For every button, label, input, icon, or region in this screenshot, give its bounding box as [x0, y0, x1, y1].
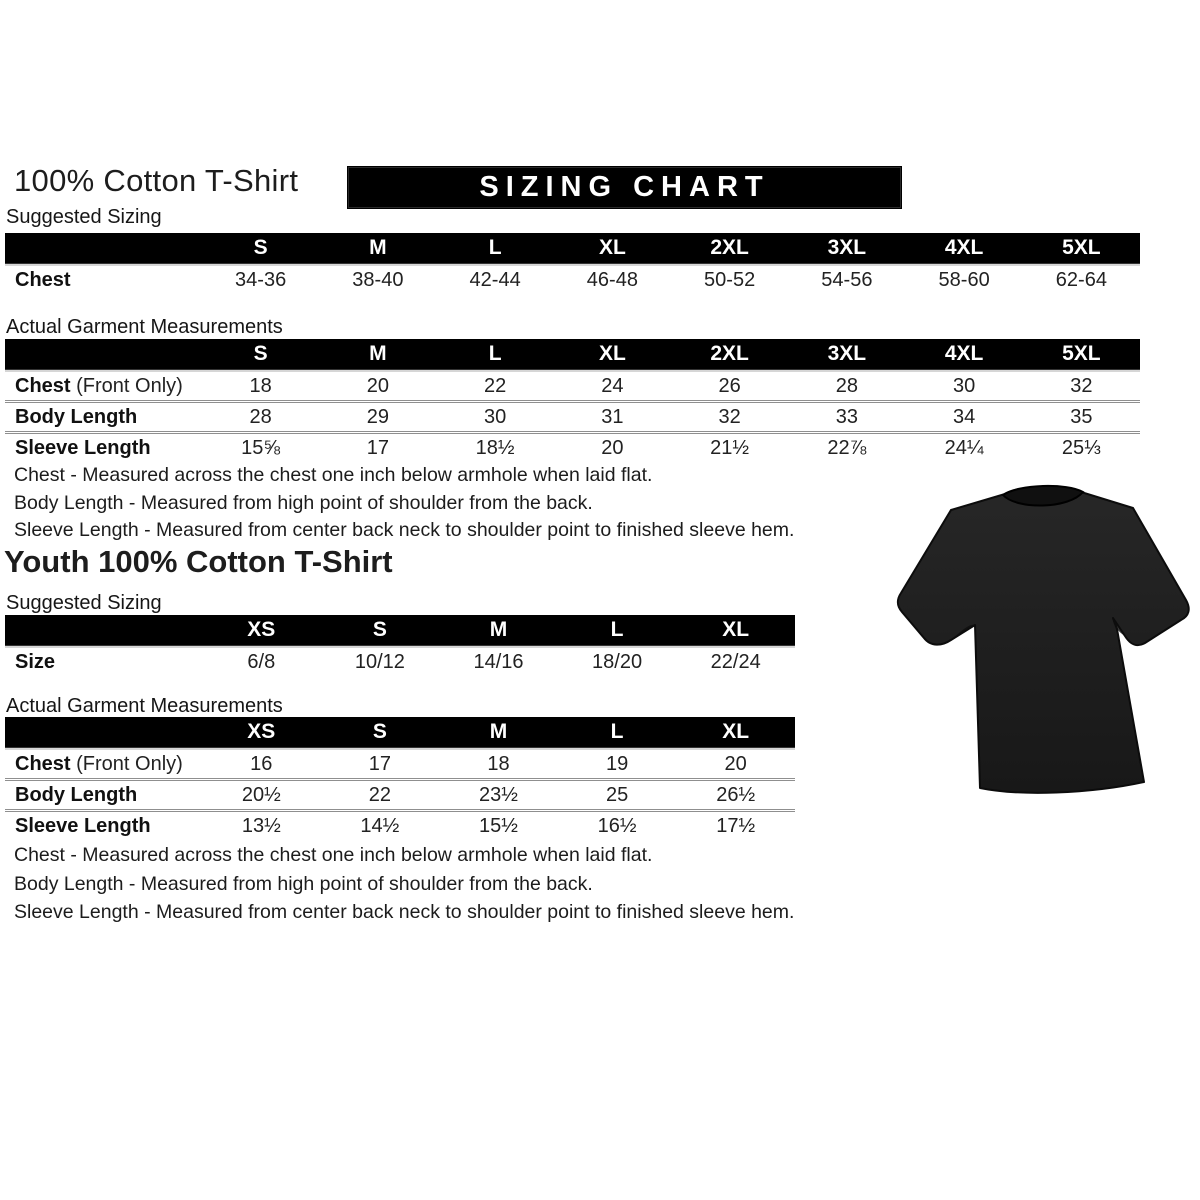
- measurement-note-line: Body Length - Measured from high point of shoulder from the back.: [14, 872, 593, 895]
- measurement-value: 26: [718, 374, 741, 397]
- size-column-header: S: [372, 618, 387, 641]
- measurement-value: 26½: [716, 783, 756, 806]
- table-header-row: [5, 615, 795, 646]
- youth-actual-measurements-table: [5, 717, 795, 840]
- size-column-header: S: [253, 236, 268, 259]
- measurement-note-line: Sleeve Length - Measured from center back neck to shoulder point to finished sleeve hem.: [14, 519, 795, 541]
- youth-suggested-sizing-table: [5, 615, 795, 676]
- measurement-value: 30: [953, 374, 976, 397]
- measurement-value: 22: [368, 783, 392, 806]
- size-column-header: M: [489, 720, 508, 743]
- table-header-row: [5, 339, 1140, 370]
- measurement-value: 20: [724, 752, 747, 775]
- row-label: Size: [15, 650, 56, 673]
- measurement-value: 54-56: [821, 268, 873, 291]
- adult-actual-measurements-label: Actual Garment Measurements: [6, 316, 283, 338]
- size-column-header: 3XL: [827, 236, 867, 259]
- measurement-value: 17½: [716, 814, 756, 837]
- size-column-header: L: [610, 720, 624, 743]
- youth-section-title: Youth 100% Cotton T-Shirt: [4, 544, 393, 579]
- sizing-chart-banner: [347, 166, 902, 209]
- page-title: 100% Cotton T-Shirt: [14, 163, 299, 198]
- measurement-value: 46-48: [586, 268, 638, 291]
- measurement-value: 17: [366, 436, 389, 459]
- size-column-header: 4XL: [944, 342, 984, 365]
- table-row: [5, 778, 795, 809]
- table-row: [5, 646, 795, 676]
- table-row: [5, 400, 1140, 431]
- measurement-value: 10/12: [354, 650, 405, 673]
- measurement-value: 22: [484, 374, 507, 397]
- measurement-value: 20½: [241, 783, 281, 806]
- measurement-value: 22⅞: [827, 436, 867, 459]
- size-column-header: XL: [722, 618, 750, 641]
- row-label: Chest (Front Only): [15, 374, 183, 397]
- measurement-value: 58-60: [938, 268, 990, 291]
- measurement-value: 13½: [241, 814, 281, 837]
- youth-suggested-sizing-label: Suggested Sizing: [6, 592, 162, 614]
- measurement-value: 25: [605, 783, 629, 806]
- adult-suggested-sizing-label: Suggested Sizing: [6, 206, 162, 228]
- tshirt-product-image: [893, 479, 1193, 809]
- measurement-value: 21½: [710, 436, 750, 459]
- table-header-row: [5, 717, 795, 748]
- measurement-note-line: Chest - Measured across the chest one inch below armhole when laid flat.: [14, 464, 653, 486]
- measurement-value: 22/24: [710, 650, 761, 673]
- size-column-header: M: [369, 342, 387, 365]
- measurement-value: 24¼: [944, 436, 984, 459]
- measurement-value: 28: [835, 374, 858, 397]
- size-column-header: 2XL: [710, 342, 749, 365]
- row-label: Body Length: [15, 405, 138, 428]
- youth-actual-measurements-label: Actual Garment Measurements: [6, 695, 283, 717]
- measurement-value: 42-44: [469, 268, 521, 291]
- measurement-value: 15½: [479, 814, 518, 837]
- row-label: Body Length: [15, 783, 138, 806]
- measurement-value: 18/20: [592, 650, 643, 673]
- measurement-value: 32: [718, 405, 741, 428]
- size-column-header: XS: [247, 618, 276, 641]
- row-label: Chest: [15, 268, 71, 291]
- black-tshirt-icon: [893, 479, 1193, 809]
- size-column-header: L: [610, 618, 624, 641]
- measurement-value: 35: [1070, 405, 1093, 428]
- measurement-value: 19: [605, 752, 629, 775]
- measurement-value: 6/8: [247, 650, 276, 673]
- size-column-header: XL: [598, 236, 626, 259]
- measurement-value: 24: [601, 374, 624, 397]
- size-column-header: XL: [722, 720, 750, 743]
- size-column-header: 5XL: [1062, 342, 1101, 365]
- adult-suggested-sizing-table: [5, 233, 1140, 294]
- measurement-value: 38-40: [352, 268, 404, 291]
- size-column-header: L: [488, 236, 502, 259]
- size-column-header: S: [253, 342, 268, 365]
- measurement-value: 34-36: [235, 268, 287, 291]
- table-row: [5, 748, 795, 778]
- tshirt-body: [898, 487, 1189, 793]
- table-row: [5, 370, 1140, 400]
- size-column-header: 5XL: [1062, 236, 1101, 259]
- measurement-value: 62-64: [1055, 268, 1107, 291]
- measurement-note-line: Chest - Measured across the chest one inch below armhole when laid flat.: [14, 844, 653, 866]
- measurement-value: 20: [601, 436, 624, 459]
- size-column-header: 2XL: [710, 236, 749, 259]
- measurement-note-line: Sleeve Length - Measured from center back neck to shoulder point to finished sleeve hem.: [14, 901, 795, 923]
- measurement-value: 16: [250, 752, 273, 775]
- measurement-value: 30: [484, 405, 507, 428]
- measurement-value: 23½: [479, 783, 518, 806]
- measurement-value: 14/16: [473, 650, 524, 673]
- measurement-value: 34: [953, 405, 976, 428]
- measurement-value: 29: [366, 405, 389, 428]
- size-column-header: S: [372, 720, 387, 743]
- measurement-value: 18: [487, 752, 510, 775]
- measurement-value: 32: [1070, 374, 1093, 397]
- adult-measurement-notes: [14, 462, 794, 545]
- adult-actual-measurements-table: [5, 339, 1140, 462]
- measurement-note-line: Body Length - Measured from high point of shoulder from the back.: [14, 491, 593, 514]
- measurement-value: 14½: [360, 814, 400, 837]
- youth-measurement-notes: [14, 841, 794, 927]
- size-column-header: M: [369, 236, 387, 259]
- size-column-header: XL: [598, 342, 626, 365]
- row-label: Sleeve Length: [15, 436, 151, 459]
- size-column-header: XS: [247, 720, 276, 743]
- measurement-value: 16½: [597, 814, 637, 837]
- measurement-value: 20: [366, 374, 389, 397]
- sizing-chart-banner-text: SIZING CHART: [479, 171, 770, 203]
- measurement-value: 50-52: [704, 268, 756, 291]
- measurement-value: 28: [249, 405, 272, 428]
- measurement-value: 15⅝: [241, 436, 281, 459]
- table-header-row: [5, 233, 1140, 264]
- table-row: [5, 264, 1140, 294]
- measurement-value: 18½: [475, 436, 515, 459]
- size-column-header: M: [489, 618, 508, 641]
- size-column-header: L: [488, 342, 502, 365]
- table-row: [5, 431, 1140, 462]
- table-row: [5, 809, 795, 840]
- measurement-value: 25⅓: [1061, 436, 1101, 459]
- measurement-value: 17: [368, 752, 392, 775]
- row-label: Sleeve Length: [15, 814, 151, 837]
- size-column-header: 3XL: [827, 342, 867, 365]
- measurement-value: 33: [835, 405, 858, 428]
- row-label: Chest (Front Only): [15, 752, 183, 775]
- measurement-value: 18: [249, 374, 272, 397]
- size-column-header: 4XL: [944, 236, 984, 259]
- measurement-value: 31: [601, 405, 624, 428]
